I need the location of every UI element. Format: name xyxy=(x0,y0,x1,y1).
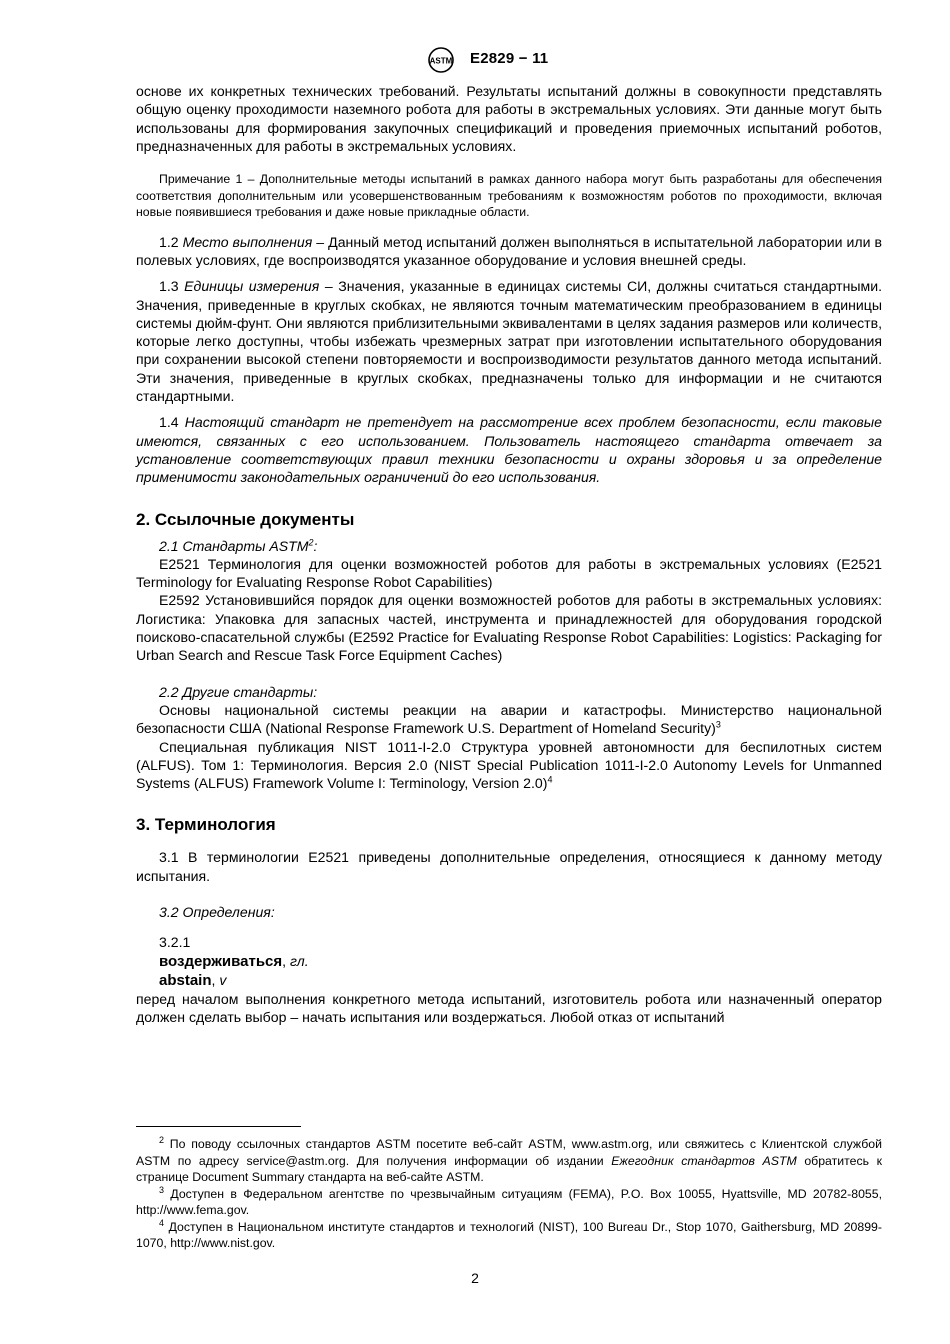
clause-1-3 xyxy=(136,277,882,405)
note-1: Примечание 1 – Дополнительные методы испытаний в рамках данного набора могут быть разработаны для обеспечения соответствия дополнительным или усовершенствованным требованиям к возможностям роботов по проходимости, включая новые появившиеся требования и даже новые прикладные области. xyxy=(136,172,882,220)
footnote-3 xyxy=(136,1186,882,1219)
clause-title: Единицы измерения xyxy=(184,278,320,295)
term-word: abstain xyxy=(159,971,212,989)
clause-number: 1.2 xyxy=(159,233,179,250)
page-body xyxy=(136,82,882,1027)
intro-paragraph: основе их конкретных технических требований. Результаты испытаний должны в совокупности представлять общую оценку проходимости наземного робота для работы в экстремальных условиях. Эти данные могут быть использованы для формирования закупочных спецификаций и проведения приемочных испытаний роботов, предназначенных для работы в экстремальных условиях. xyxy=(136,83,882,154)
clause-number: 1.4 xyxy=(159,414,179,431)
clause-number: 1.3 xyxy=(159,278,179,295)
term-english: abstain, v xyxy=(159,971,227,989)
footnote-number: 2 xyxy=(159,1134,165,1145)
footnote-ref: 4 xyxy=(547,774,553,785)
astm-logo-icon xyxy=(424,46,458,74)
footnote-text: обратитесь к странице Document Summary стандарта на веб-сайте ASTM. xyxy=(136,1153,882,1184)
footnote-2 xyxy=(136,1136,882,1186)
section-3-heading: 3. Терминология xyxy=(136,815,276,835)
footnote-text: Доступен в Национальном институте стандартов и технологий (NIST), 100 Bureau Dr., Stop 1070, Gaithersburg, MD 20899-1070, http://www.nist.gov. xyxy=(136,1219,882,1250)
clause-1-2 xyxy=(136,233,882,270)
page-header xyxy=(0,46,950,76)
term-word: воздерживаться xyxy=(159,952,283,970)
reference-text: Основы национальной системы реакции на аварии и катастрофы. Министерство национальной безопасности США (National Response Framework U.S. Department of Homeland Security) xyxy=(136,701,882,737)
footnote-ref: 2 xyxy=(308,536,314,547)
footnote-divider xyxy=(136,1126,301,1127)
reference-nist xyxy=(136,738,882,793)
footnote-text: Доступен в Федеральном агентстве по чрезвычайным ситуациям (FEMA), P.O. Box 10055, Hyattsville, MD 20782-8055, http://www.fema.gov. xyxy=(136,1186,882,1217)
term-number: 3.2.1 xyxy=(159,934,191,951)
term-definition: перед началом выполнения конкретного метода испытаний, изготовитель робота или назначенный оператор должен сделать выбор – начать испытания или воздержаться. Любой отказ от испытаний xyxy=(136,991,882,1026)
term-russian: воздерживаться, гл. xyxy=(159,952,309,970)
clause-text: – Значения, указанные в единицах системы СИ, должны считаться стандартными. Значения, приведенные в круглых скобках, не являются точным математическим преобразованием в единицы системы дюйм-фунт. Они являются приблизительными эквивалентами в целях задания размеров или количеств, которые легко доступны, чтобы избежать чрезмерных затрат при изготовлении испытательного оборудования при сохранении высокой степени повторяемости и воспроизводимости результатов данного метода испытаний. Эти значения, приведенные в круглых скобках, предназначены только для информации и не считаются стандартными. xyxy=(136,278,882,405)
clause-text: – Данный метод испытаний должен выполняться в испытательной лаборатории или в полевых условиях, где воспроизводятся указанное оборудование и условия внешней среды. xyxy=(136,233,883,268)
document-id: E2829 − 11 xyxy=(470,50,549,67)
clause-2-1 xyxy=(136,537,882,555)
footnote-number: 3 xyxy=(159,1184,165,1195)
footnote-ref: 3 xyxy=(715,719,721,730)
term-pos: v xyxy=(219,971,227,988)
reference-e2592: E2592 Установившийся порядок для оценки возможностей роботов для работы в экстремальных условиях: Логистика: Упаковка для запасных частей, инструмента и принадлежностей для оборудования городской поисково-спасательной службы (E2592 Practice for Evaluating Response Robot Capabilities: Logistics: Packaging for Urban Search and Rescue Task Force Equipment Caches) xyxy=(136,592,882,664)
clause-3-1: 3.1 В терминологии E2521 приведены дополнительные определения, относящиеся к данному методу испытания. xyxy=(136,849,882,884)
clause-colon: : xyxy=(313,537,318,554)
footnote-text: По поводу ссылочных стандартов ASTM посетите веб-сайт ASTM, www.astm.org, или свяжитесь с Клиентской службой ASTM по адресу service@astm.org. Для получения информации об издании xyxy=(136,1137,882,1168)
term-pos: гл. xyxy=(290,952,309,969)
footnote-number: 4 xyxy=(159,1217,165,1228)
clause-label: 2.1 Стандарты ASTM xyxy=(159,537,309,554)
clause-1-4 xyxy=(136,413,882,486)
reference-e2521: E2521 Терминология для оценки возможностей роботов для работы в экстремальных условиях (E2521 Terminology for Evaluating Response Robot Capabilities) xyxy=(136,555,882,591)
footnotes xyxy=(136,1136,882,1252)
footnote-title: Ежегодник стандартов ASTM xyxy=(611,1153,797,1168)
logo-text: ASTM xyxy=(429,56,453,66)
reference-text: Специальная публикация NIST 1011-I-2.0 Структура уровней автономности для беспилотных систем (ALFUS). Том 1: Терминология. Версия 2.0 (NIST Special Publication 1011-I-2.0 Autonomy Levels for Unmanned Systems (ALFUS) Framework Volume I: Terminology, Version 2.0) xyxy=(136,738,882,792)
footnote-4 xyxy=(136,1219,882,1252)
clause-3-2: 3.2 Определения: xyxy=(159,904,275,920)
clause-text: Настоящий стандарт не претендует на рассмотрение всех проблем безопасности, если таковые имеются, связанных с его использованием. Пользователь настоящего стандарта отвечает за установление соответствующих правил техники безопасности и охраны здоровья и за определение применимости законодательных ограничений до его использования. xyxy=(136,414,883,486)
clause-2-2: 2.2 Другие стандарты: xyxy=(159,683,318,700)
clause-title: Место выполнения xyxy=(182,233,313,250)
reference-nrf xyxy=(136,701,882,738)
section-2-heading: 2. Ссылочные документы xyxy=(136,509,355,529)
page-number: 2 xyxy=(471,1270,479,1286)
